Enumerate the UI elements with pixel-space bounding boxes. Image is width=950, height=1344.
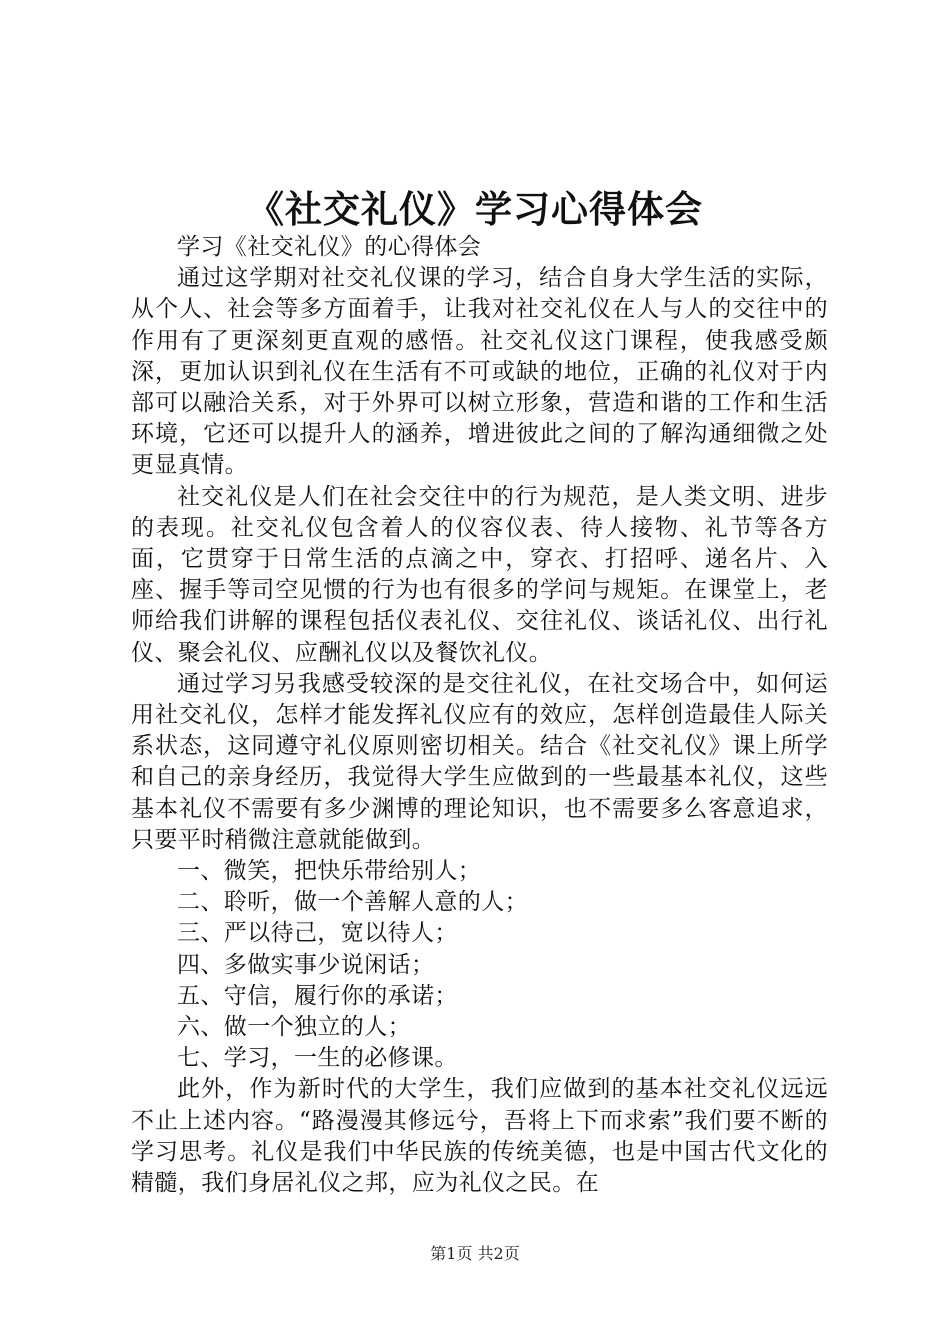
- list-item: 二、聆听，做一个善解人意的人；: [177, 889, 528, 916]
- paragraph-intro: 通过这学期对社交礼仪课的学习，结合自身大学生活的实际，从个人、社会等多方面着手，让我对社交礼仪在人与人的交往中的作用有了更深刻更直观的感悟。社交礼仪这门课程，使我感受颇深，更加认识到礼仪在生活有不可或缺的地位，正确的礼仪对于内部可以融洽关系，对于外界可以树立形象，营造和谐的工作和生活环境，它还可以提升人的涵养，增进彼此之间的了解沟通细微之处更显真情。: [131, 265, 828, 479]
- list-item: 六、做一个独立的人；: [177, 1014, 411, 1041]
- paragraph-closing: 此外，作为新时代的大学生，我们应做到的基本社交礼仪远远不止上述内容。“路漫漫其修远兮，吾将上下而求索”我们要不断的学习思考。礼仪是我们中华民族的传统美德，也是中国古代文化的精髓，我们身居礼仪之邦，应为礼仪之民。在: [131, 1076, 828, 1197]
- list-item: 一、微笑，把快乐带给别人；: [177, 858, 482, 885]
- list-item: 三、严以待己，宽以待人；: [177, 920, 458, 947]
- paragraph-interaction: 通过学习另我感受较深的是交往礼仪，在社交场合中，如何运用社交礼仪，怎样才能发挥礼仪应有的效应，怎样创造最佳人际关系状态，这同遵守礼仪原则密切相关。结合《社交礼仪》课上所学和自己的亲身经历，我觉得大学生应做到的一些最基本礼仪，这些基本礼仪不需要有多少渊博的理论知识，也不需要多么客意追求，只要平时稍微注意就能做到。: [131, 670, 828, 853]
- document-subtitle: 学习《社交礼仪》的心得体会: [177, 234, 482, 260]
- document-body: [131, 232, 828, 1199]
- list-item: 七、学习，一生的必修课。: [177, 1045, 458, 1072]
- list-item: 五、守信，履行你的承诺；: [177, 982, 458, 1009]
- document-title: 《社交礼仪》学习心得体会: [247, 187, 703, 231]
- paragraph-definition: 社交礼仪是人们在社会交往中的行为规范，是人类文明、进步的表现。社交礼仪包含着人的仪容仪表、待人接物、礼节等各方面，它贯穿于日常生活的点滴之中，穿衣、打招呼、递名片、入座、握手等司空见惯的行为也有很多的学问与规矩。在课堂上，老师给我们讲解的课程包括仪表礼仪、交往礼仪、谈话礼仪、出行礼仪、聚会礼仪、应酬礼仪以及餐饮礼仪。: [131, 483, 828, 666]
- list-item: 四、多做实事少说闲话；: [177, 951, 435, 978]
- page-number-footer: 第1页 共2页: [430, 1244, 520, 1263]
